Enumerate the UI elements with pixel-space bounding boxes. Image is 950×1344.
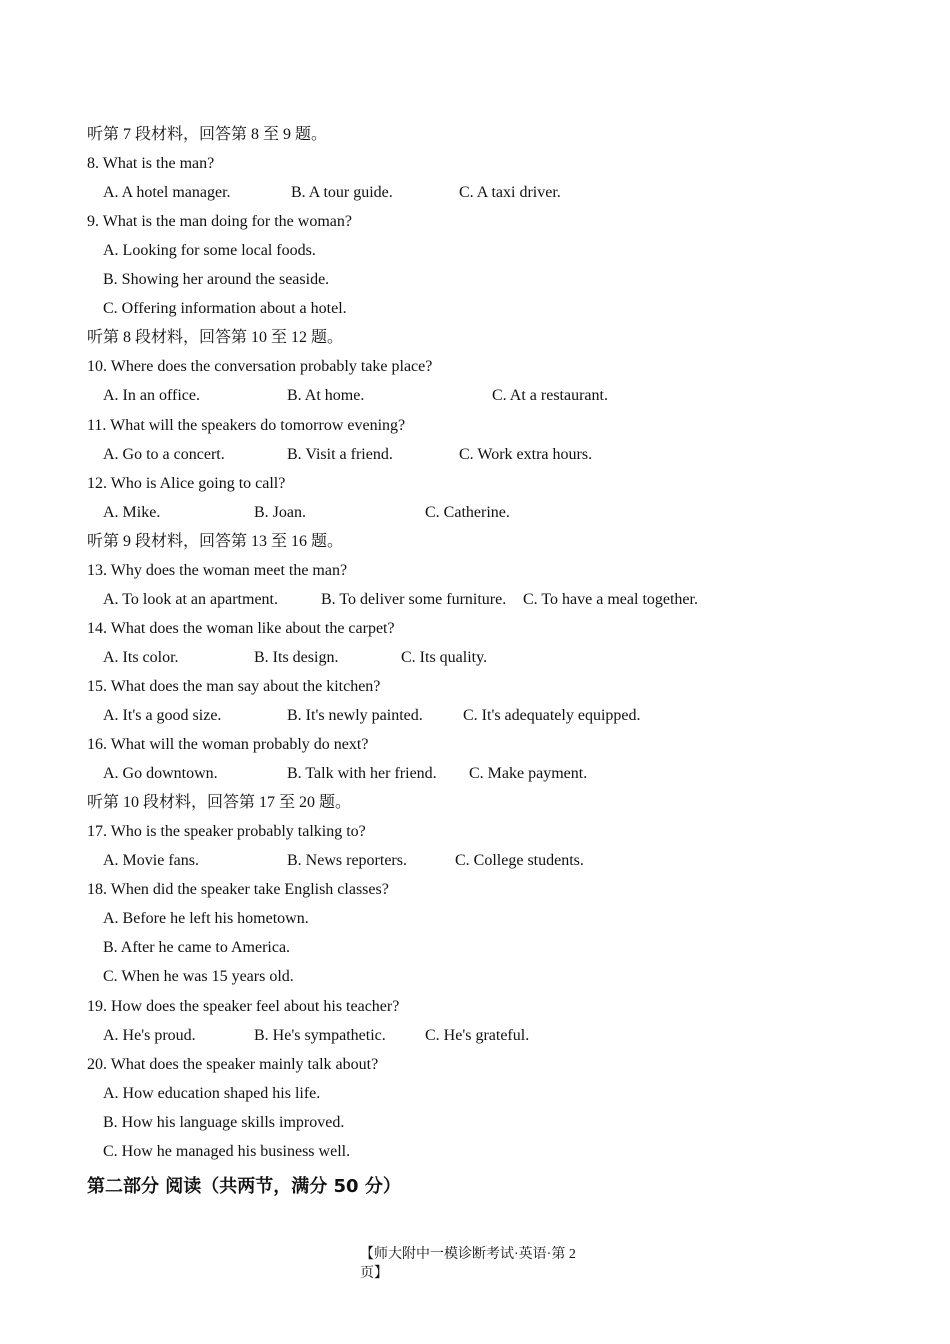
question-stem: 10. Where does the conversation probably take place? [87,358,433,375]
option-c: C. Catherine. [425,504,510,521]
option-c: C. Work extra hours. [459,446,593,463]
question-stem: 17. Who is the speaker probably talking to? [87,823,366,840]
answer-option: B. How his language skills improved. [103,1114,345,1131]
option-a: A. Mike. [103,504,161,521]
option-c: C. At a restaurant. [492,387,608,404]
option-c: C. It's adequately equipped. [463,707,641,724]
answer-option: C. Offering information about a hotel. [103,300,347,317]
answer-option: A. How education shaped his life. [103,1085,321,1102]
option-b: B. News reporters. [287,852,407,869]
question-stem: 16. What will the woman probably do next? [87,736,369,753]
option-b: B. He's sympathetic. [254,1027,386,1044]
answer-option: A. Before he left his hometown. [103,910,309,927]
section-instruction: 听第 8 段材料，回答第 10 至 12 题。 [87,329,344,346]
section-instruction: 听第 9 段材料，回答第 13 至 16 题。 [87,533,344,550]
question-stem: 20. What does the speaker mainly talk about? [87,1056,379,1073]
section-instruction: 听第 7 段材料，回答第 8 至 9 题。 [87,126,328,143]
option-b: B. At home. [287,387,365,404]
question-stem: 13. Why does the woman meet the man? [87,562,348,579]
option-c: C. Make payment. [469,765,588,782]
question-stem: 15. What does the man say about the kitchen? [87,678,381,695]
question-stem: 11. What will the speakers do tomorrow evening? [87,417,406,434]
option-b: B. Joan. [254,504,306,521]
question-stem: 8. What is the man? [87,155,215,172]
option-a: A. Its color. [103,649,179,666]
option-a: A. A hotel manager. [103,184,231,201]
option-a: A. Movie fans. [103,852,199,869]
question-stem: 12. Who is Alice going to call? [87,475,286,492]
question-stem: 19. How does the speaker feel about his teacher? [87,998,400,1015]
answer-option: C. When he was 15 years old. [103,968,294,985]
option-b: B. Visit a friend. [287,446,393,463]
option-a: A. Go downtown. [103,765,218,782]
answer-option: B. Showing her around the seaside. [103,271,330,288]
part-two-heading: 第二部分 阅读（共两节，满分 50 分） [87,1176,401,1197]
answer-option: C. How he managed his business well. [103,1143,351,1160]
option-b: B. To deliver some furniture. [321,591,507,608]
option-c: C. He's grateful. [425,1027,530,1044]
option-c: C. Its quality. [401,649,488,666]
question-stem: 14. What does the woman like about the carpet? [87,620,395,637]
answer-option: A. Looking for some local foods. [103,242,316,259]
question-stem: 9. What is the man doing for the woman? [87,213,352,230]
option-b: B. It's newly painted. [287,707,423,724]
option-a: A. Go to a concert. [103,446,225,463]
page-footer: 【师大附中一模诊断考试·英语·第 2 页】 [360,1247,576,1281]
option-c: C. College students. [455,852,584,869]
option-b: B. Its design. [254,649,339,666]
question-stem: 18. When did the speaker take English classes? [87,881,389,898]
option-b: B. Talk with her friend. [287,765,437,782]
option-c: C. A taxi driver. [459,184,561,201]
section-instruction: 听第 10 段材料，回答第 17 至 20 题。 [87,794,352,811]
option-a: A. He's proud. [103,1027,196,1044]
option-c: C. To have a meal together. [523,591,698,608]
option-a: A. It's a good size. [103,707,222,724]
option-a: A. In an office. [103,387,200,404]
option-a: A. To look at an apartment. [103,591,278,608]
answer-option: B. After he came to America. [103,939,291,956]
option-b: B. A tour guide. [291,184,393,201]
